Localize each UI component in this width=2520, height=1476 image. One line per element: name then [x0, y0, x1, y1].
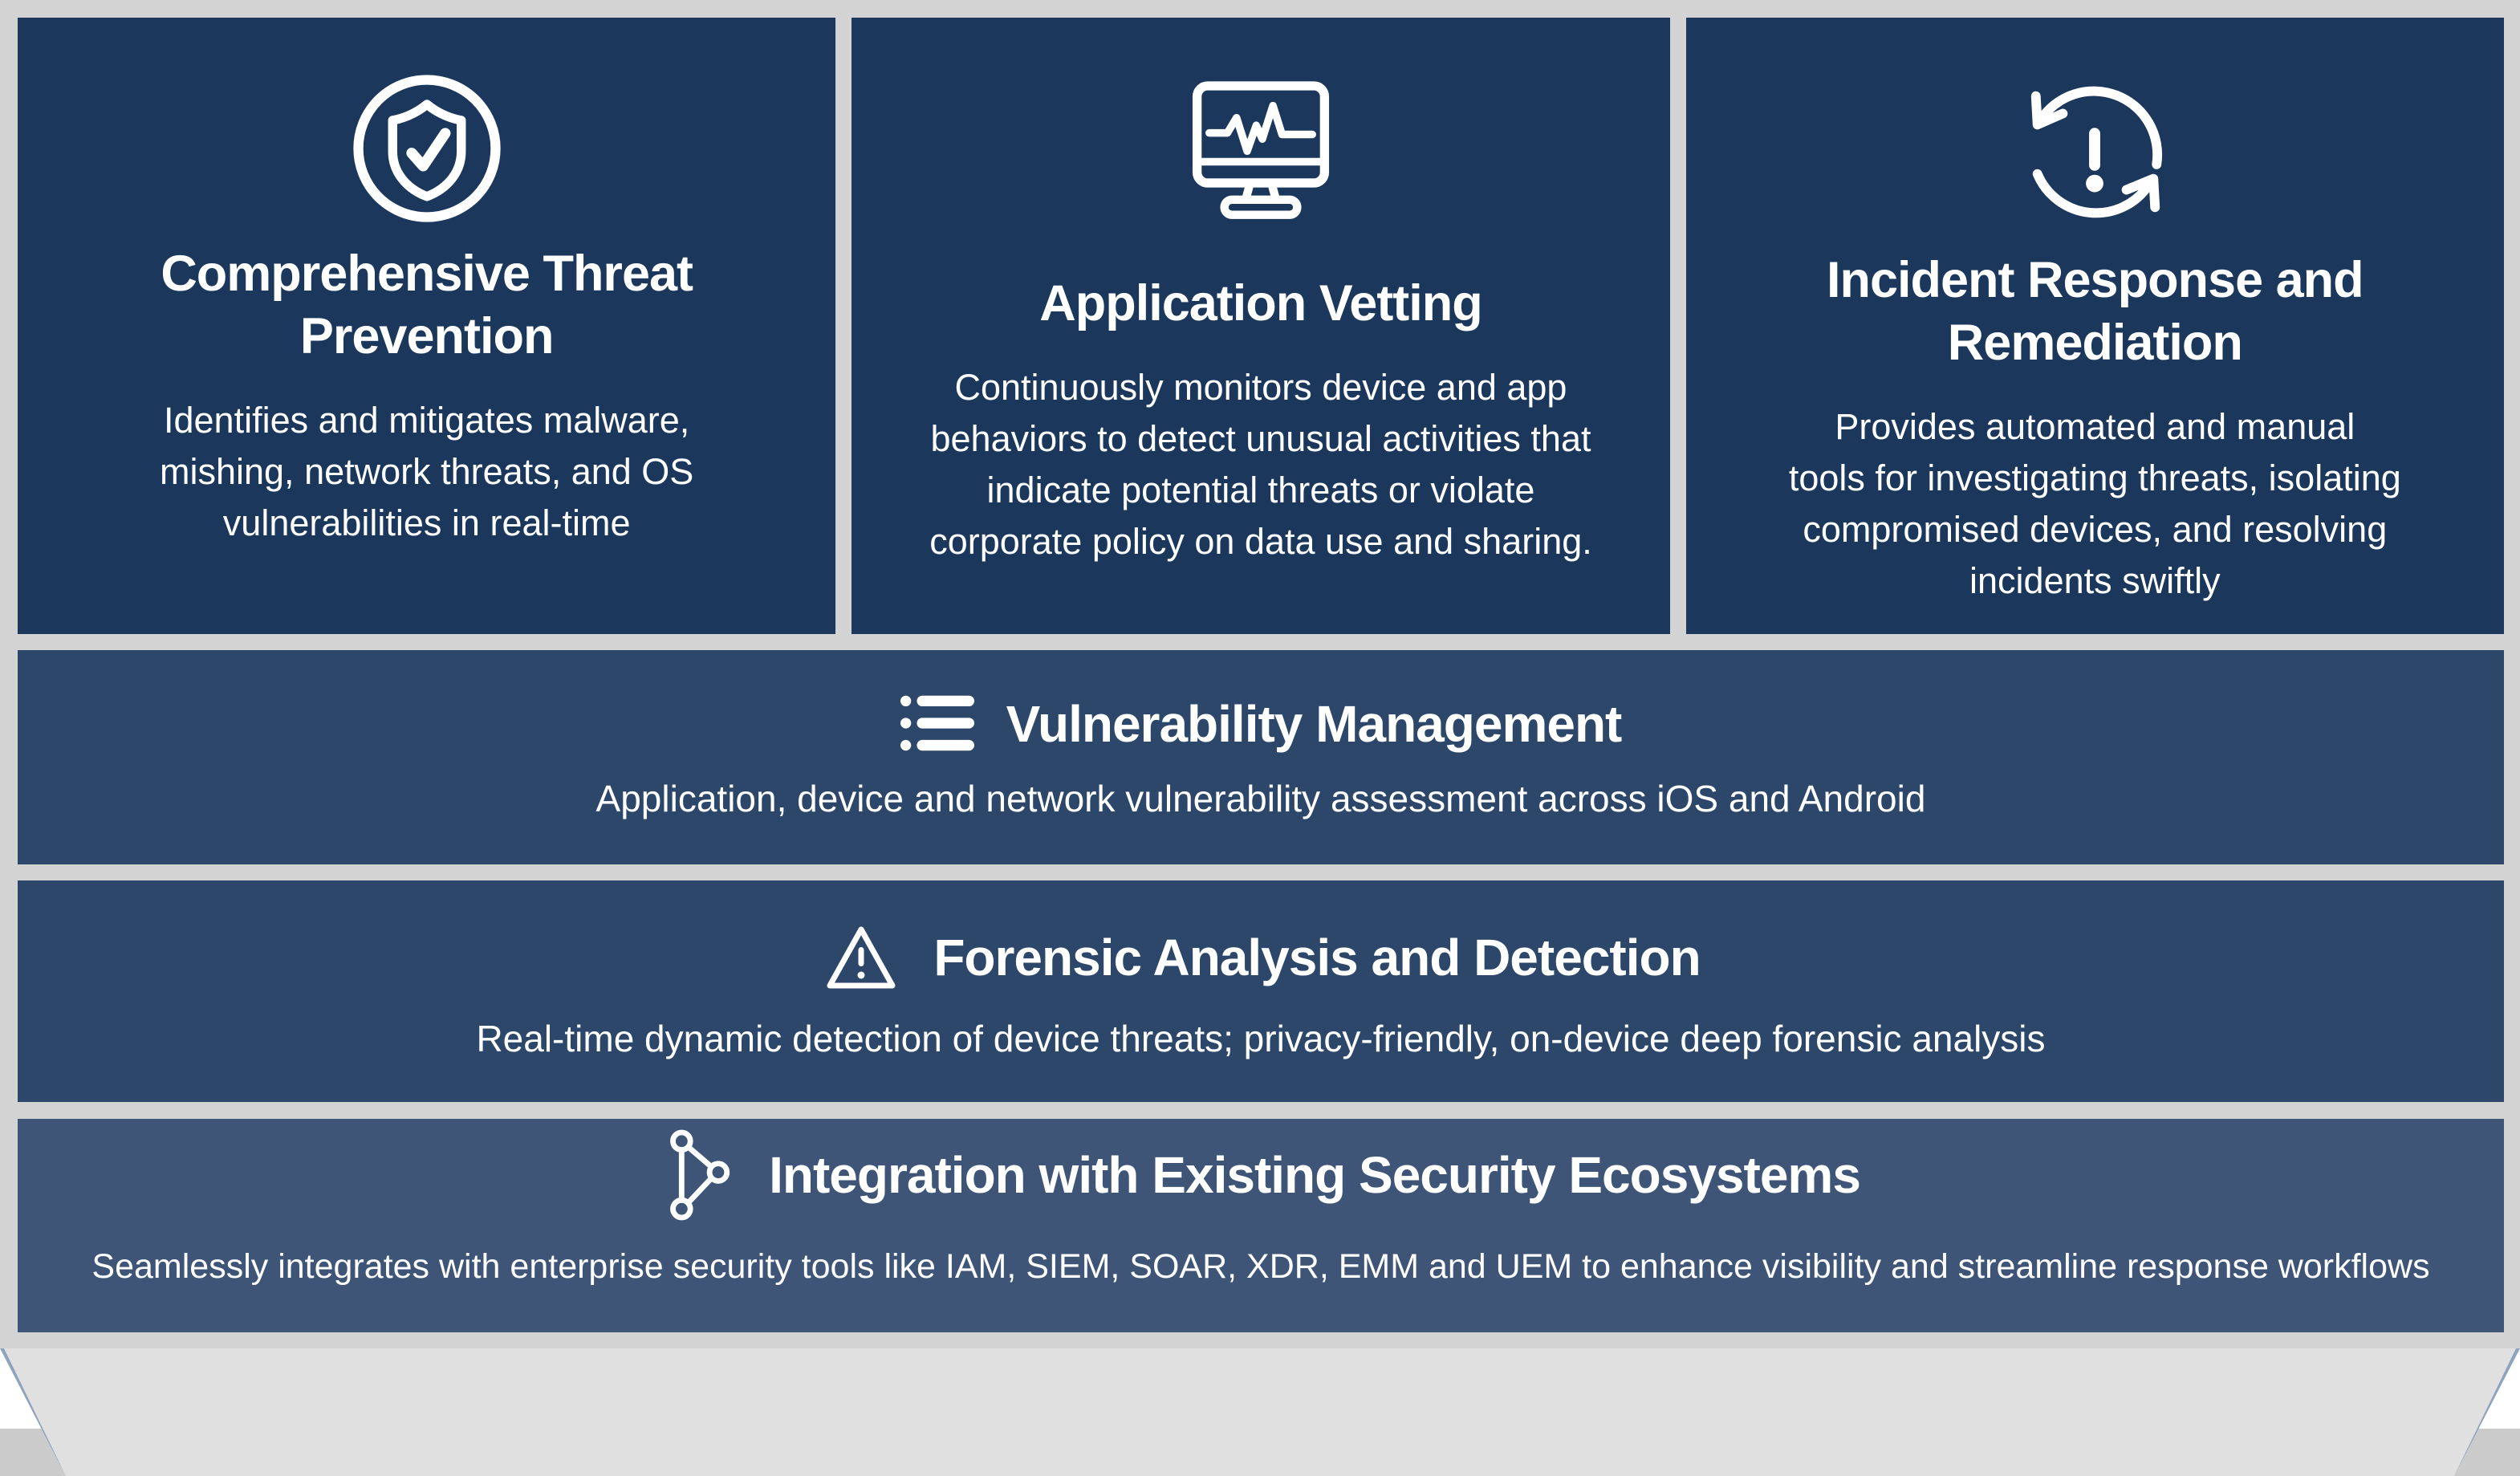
body-line: corporate policy on data use and sharing.: [929, 521, 1592, 562]
body-line: mishing, network threats, and OS: [160, 451, 694, 492]
body-line: indicate potential threats or violate: [986, 470, 1535, 510]
body-line: Identifies and mitigates malware,: [164, 400, 690, 441]
band-subtitle: Real-time dynamic detection of device threats; privacy-friendly, on-device deep forensic analysis: [476, 1017, 2046, 1059]
body-line: Continuously monitors device and app: [954, 367, 1567, 408]
band-vulnerability-management: [18, 650, 2504, 864]
list-icon: [900, 695, 974, 753]
body-line: incidents swiftly: [1969, 560, 2221, 601]
band-forensic-analysis-detection: [18, 880, 2504, 1102]
sync-alert-icon: [2015, 72, 2174, 231]
shield-check-icon: [351, 72, 503, 225]
band-title: Forensic Analysis and Detection: [933, 928, 1701, 986]
card-description: [1789, 401, 2401, 607]
title-line: Application Vetting: [1039, 275, 1482, 331]
card-description: [160, 395, 693, 549]
body-line: behaviors to detect unusual activities that: [930, 418, 1591, 459]
title-line: Incident Response and: [1827, 252, 2364, 308]
feature-cards-row: [18, 18, 2504, 634]
body-line: Provides automated and manual: [1835, 406, 2355, 447]
card-incident-response-remediation: [1686, 18, 2504, 634]
card-comprehensive-threat-prevention: [18, 18, 835, 634]
band-title: Vulnerability Management: [1006, 695, 1622, 753]
band-header: [900, 693, 1622, 755]
warning-triangle-icon: [821, 921, 901, 994]
card-title: [1039, 272, 1482, 335]
card-title: [161, 242, 693, 368]
title-line: Comprehensive Threat: [161, 246, 693, 302]
title-line: Prevention: [299, 308, 554, 364]
card-application-vetting: [852, 18, 1669, 634]
body-line: compromised devices, and resolving: [1803, 509, 2388, 550]
pedestal-fill: [4, 1348, 2516, 1476]
share-network-icon: [661, 1129, 737, 1221]
band-integration-security-ecosystems: [18, 1119, 2504, 1332]
pedestal-shape: [0, 1348, 2520, 1476]
card-title: [1827, 249, 2364, 374]
body-line: vulnerabilities in real-time: [222, 502, 631, 543]
body-line: tools for investigating threats, isolating: [1788, 457, 2401, 498]
band-header: [821, 921, 1700, 994]
band-title: Integration with Existing Security Ecosystems: [769, 1146, 1860, 1204]
card-description: [929, 362, 1592, 567]
band-header: [661, 1129, 1860, 1221]
title-line: Remediation: [1947, 315, 2242, 371]
band-subtitle: Application, device and network vulnerability assessment across iOS and Android: [595, 778, 1926, 819]
band-subtitle: Seamlessly integrates with enterprise security tools like IAM, SIEM, SOAR, XDR, EMM and UEM to enhance visibility and streamline response workflows: [91, 1247, 2430, 1286]
monitor-pulse-icon: [1177, 72, 1344, 224]
